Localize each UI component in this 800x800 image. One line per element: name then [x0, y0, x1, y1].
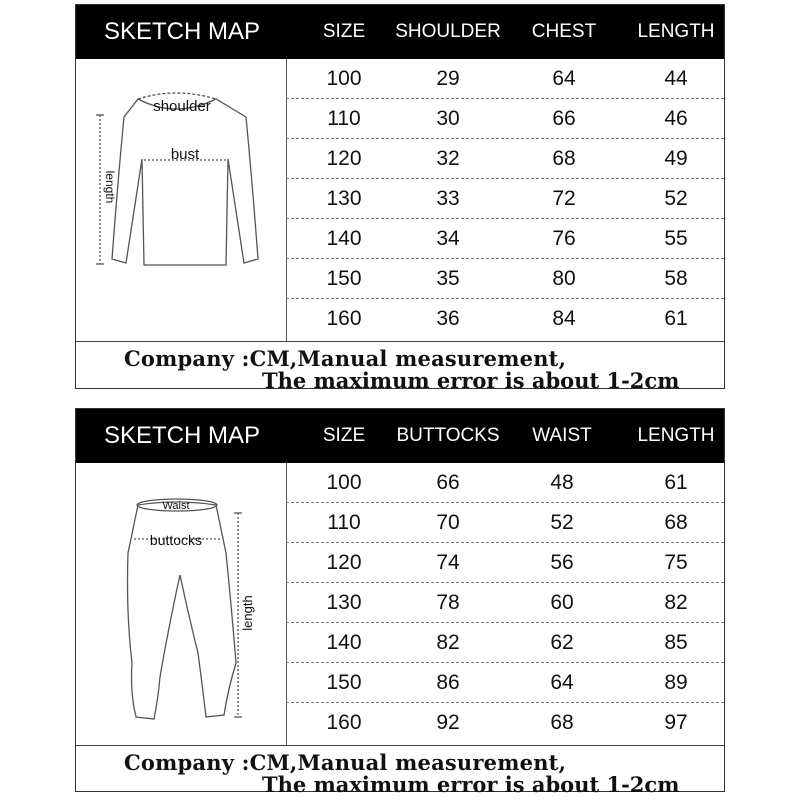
note-line-2: The maximum error is about 1-2cm	[262, 368, 680, 393]
table-row	[286, 663, 724, 703]
column-header-length: LENGTH	[637, 425, 715, 446]
size-table	[286, 59, 724, 341]
cell-buttocks: 66	[436, 471, 460, 494]
cell-shoulder: 34	[436, 227, 460, 250]
table-row	[286, 259, 724, 299]
cell-length: 49	[664, 147, 688, 170]
cell-shoulder: 32	[436, 147, 460, 170]
table-row	[286, 99, 724, 139]
cell-buttocks: 78	[436, 591, 460, 614]
shirt-sketch	[76, 59, 287, 341]
cell-chest: 68	[552, 147, 576, 170]
sketch-label-length: length	[240, 595, 255, 631]
column-header-buttocks: BUTTOCKS	[396, 425, 500, 446]
bottom-size-chart	[75, 408, 725, 797]
cell-waist: 64	[550, 671, 574, 694]
cell-size: 120	[326, 551, 362, 574]
column-header-length: LENGTH	[637, 21, 715, 42]
cell-shoulder: 33	[436, 187, 460, 210]
cell-size: 110	[327, 511, 361, 534]
cell-length: 97	[664, 711, 688, 734]
cell-chest: 72	[552, 187, 576, 210]
cell-shoulder: 36	[436, 307, 460, 330]
cell-length: 58	[664, 267, 688, 290]
header-bar	[76, 5, 724, 59]
cell-buttocks: 70	[436, 511, 460, 534]
cell-chest: 84	[552, 307, 576, 330]
top-size-chart	[75, 4, 725, 393]
cell-shoulder: 29	[436, 67, 460, 90]
table-row	[286, 139, 724, 179]
cell-length: 55	[664, 227, 688, 250]
measurement-note	[76, 745, 724, 797]
note-line-1: Company :CM,Manual measurement,	[124, 750, 567, 775]
pants-sketch	[76, 463, 287, 745]
cell-waist: 60	[550, 591, 574, 614]
note-line-2: The maximum error is about 1-2cm	[262, 772, 680, 797]
table-row	[286, 219, 724, 259]
cell-buttocks: 74	[436, 551, 460, 574]
chart-title: SKETCH MAP	[104, 422, 261, 449]
long-sleeve-shirt-icon	[76, 59, 286, 341]
cell-length: 44	[664, 67, 688, 90]
cell-waist: 52	[550, 511, 574, 534]
column-header-size: SIZE	[322, 21, 366, 42]
cell-buttocks: 92	[436, 711, 460, 734]
cell-length: 68	[664, 511, 688, 534]
note-line-1: Company :CM,Manual measurement,	[124, 346, 567, 371]
cell-size: 150	[326, 267, 362, 290]
cell-length: 89	[664, 671, 688, 694]
table-row	[286, 299, 724, 339]
cell-size: 130	[326, 591, 362, 614]
sketch-label-length: length	[103, 170, 117, 204]
cell-chest: 80	[552, 267, 576, 290]
table-row	[286, 583, 724, 623]
table-row	[286, 623, 724, 663]
cell-size: 100	[326, 471, 362, 494]
column-header-shoulder: SHOULDER	[395, 21, 501, 42]
cell-length: 46	[664, 107, 688, 130]
table-row	[286, 463, 724, 503]
column-header-waist: WAIST	[532, 425, 592, 446]
sketch-label-bust: bust	[170, 146, 200, 163]
cell-length: 85	[664, 631, 688, 654]
measurement-note	[76, 341, 724, 393]
header-bar	[76, 409, 724, 463]
cell-length: 52	[664, 187, 688, 210]
table-row	[286, 703, 724, 743]
cell-length: 61	[664, 307, 688, 330]
cell-size: 100	[326, 67, 362, 90]
cell-shoulder: 30	[436, 107, 460, 130]
cell-chest: 66	[552, 107, 576, 130]
cell-size: 120	[326, 147, 362, 170]
cell-size: 160	[326, 711, 362, 734]
column-header-chest: CHEST	[531, 21, 597, 42]
cell-waist: 62	[550, 631, 574, 654]
cell-waist: 56	[550, 551, 574, 574]
sketch-label-waist: Waist	[162, 500, 190, 512]
pants-icon	[76, 463, 286, 745]
cell-chest: 64	[552, 67, 576, 90]
cell-buttocks: 86	[436, 671, 460, 694]
cell-size: 160	[326, 307, 362, 330]
cell-size: 130	[326, 187, 362, 210]
cell-buttocks: 82	[436, 631, 460, 654]
cell-length: 82	[664, 591, 688, 614]
cell-size: 110	[327, 107, 361, 130]
sketch-label-shoulder: shoulder	[153, 98, 211, 115]
size-table	[286, 463, 724, 745]
table-row	[286, 503, 724, 543]
cell-size: 140	[326, 631, 362, 654]
sketch-label-buttocks: buttocks	[149, 532, 203, 548]
cell-chest: 76	[552, 227, 576, 250]
cell-length: 61	[664, 471, 688, 494]
table-row	[286, 543, 724, 583]
cell-shoulder: 35	[436, 267, 460, 290]
cell-waist: 68	[550, 711, 574, 734]
cell-size: 140	[326, 227, 362, 250]
cell-length: 75	[664, 551, 688, 574]
table-row	[286, 59, 724, 99]
table-row	[286, 179, 724, 219]
cell-waist: 48	[550, 471, 574, 494]
chart-title: SKETCH MAP	[104, 18, 261, 45]
column-header-size: SIZE	[322, 425, 366, 446]
cell-size: 150	[326, 671, 362, 694]
